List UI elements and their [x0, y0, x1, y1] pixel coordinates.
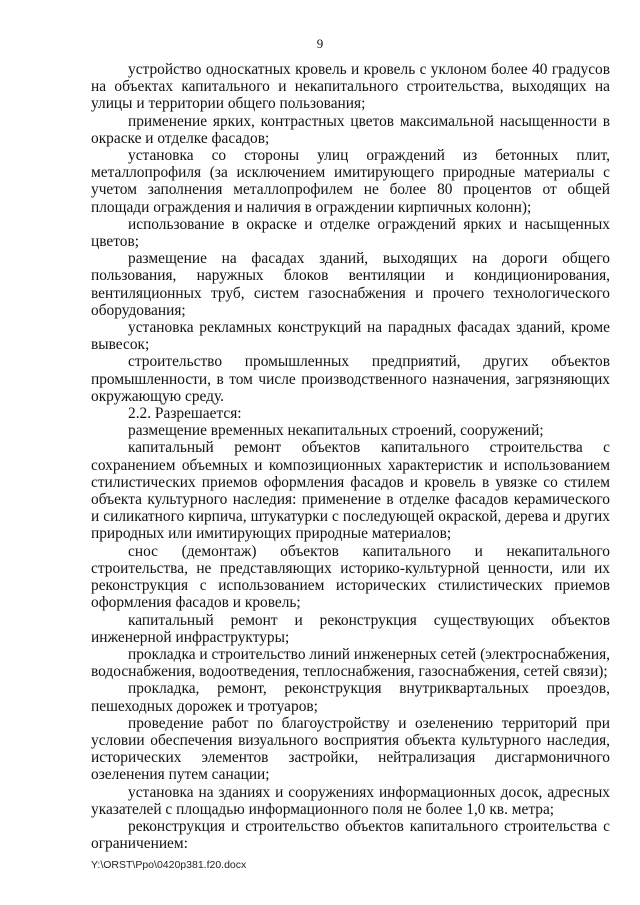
- paragraph: строительство промышленных предприятий, других объектов промышленности, в том числе производственного назначения, загрязняющих окружающую среду.: [91, 353, 610, 405]
- page-number: 9: [316, 36, 324, 51]
- paragraph: снос (демонтаж) объектов капитального и некапитального строительства, не представляющих историко-культурной ценности, или их реконструкция с использованием исторических стилистических приемов оформления фасадов и кровель;: [91, 542, 610, 612]
- section-heading: 2.2. Разрешается:: [128, 405, 242, 423]
- paragraph: прокладка и строительство линий инженерных сетей (электроснабжения, водоснабжения, водоотведения, теплоснабжения, газоснабжения, сетей связи);: [91, 645, 610, 681]
- paragraph: установка рекламных конструкций на парадных фасадах зданий, кроме вывесок;: [91, 319, 610, 354]
- paragraph: устройство односкатных кровель и кровель с уклоном более 40 градусов на объектах капитального и некапитального строительства, выходящих на улицы и территории общего пользования;: [91, 61, 610, 113]
- paragraph: применение ярких, контрастных цветов максимальной насыщенности в окраске и отделке фасадов;: [91, 112, 610, 147]
- paragraph: использование в окраске и отделке ограждений ярких и насыщенных цветов;: [91, 215, 610, 251]
- paragraph: размещение временных некапитальных строений, сооружений;: [128, 422, 544, 440]
- paragraph: капитальный ремонт объектов капитального строительства с сохранением объемных и композиционных характеристик и использованием стилистических приемов оформления фасадов и кровель в увязке со стилем объекта культурного наследия: применение в отделке фасадов керамического и силикатного кирпича, штукатурки с последующей окраской, дерева и других природных или имитирующих природные материалов;: [91, 439, 610, 543]
- footer-file-path: Y:\ORST\Ppo\0420p381.f20.docx: [91, 859, 247, 871]
- paragraph: установка на зданиях и сооружениях информационных досок, адресных указателей с площадью информационного поля не более 1,0 кв. метра;: [91, 783, 610, 818]
- paragraph: реконструкция и строительство объектов капитального строительства с ограничением:: [91, 817, 610, 853]
- paragraph: установка со стороны улиц ограждений из бетонных плит, металлопрофиля (за исключением имитирующего природные материалы с учетом заполнения металлопрофилем не более 80 процентов от общей площади ограждения и наличия в ограждении кирпичных колонн);: [91, 147, 610, 216]
- paragraph: прокладка, ремонт, реконструкция внутриквартальных проездов, пешеходных дорожек и тротуаров;: [91, 680, 610, 715]
- document-body: [91, 61, 610, 852]
- paragraph: проведение работ по благоустройству и озеленению территорий при условии обеспечения визуального восприятия объекта культурного наследия, исторических элементов застройки, нейтрализация дисгармоничного озеленения путем санации;: [91, 714, 610, 784]
- paragraph: размещение на фасадах зданий, выходящих на дороги общего пользования, наружных блоков вентиляции и кондиционирования, вентиляционных труб, систем газоснабжения и прочего технологического оборудования;: [91, 250, 610, 319]
- paragraph: капитальный ремонт и реконструкция существующих объектов инженерной инфраструктуры;: [91, 611, 610, 646]
